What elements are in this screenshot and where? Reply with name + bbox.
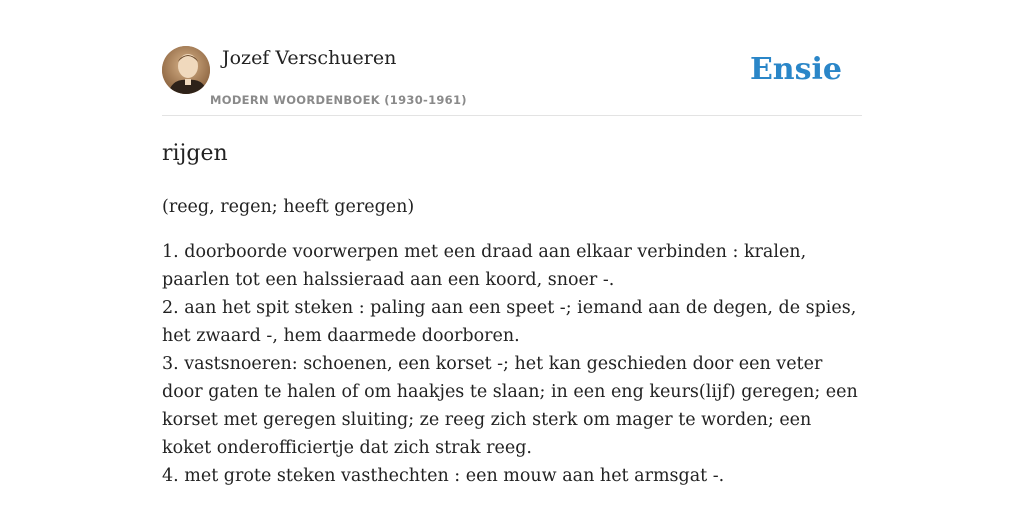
entry-definition — [162, 238, 862, 490]
header-divider — [162, 115, 862, 116]
author-avatar[interactable] — [162, 46, 210, 94]
brand-logo[interactable]: Ensie — [749, 52, 842, 87]
definition-sense-2: 2. aan het spit steken : paling aan een speet -; iemand aan de degen, de spies, het zwaard -, hem daarmede doorboren. — [162, 298, 857, 346]
entry-forms: (reeg, regen; heeft geregen) — [162, 197, 415, 217]
definition-sense-3: 3. vastsnoeren: schoenen, een korset -; het kan geschieden door een veter door gaten te halen of om haakjes te slaan; in een eng keurs(lijf) geregen; een korset met geregen sluiting; ze reeg zich sterk om mager te worden; een koket onderofficiertje dat zich strak reeg. — [162, 354, 858, 458]
definition-sense-1: 1. doorboorde voorwerpen met een draad aan elkaar verbinden : kralen, paarlen tot een halssieraad aan een koord, snoer -. — [162, 242, 807, 290]
entry-headword: rijgen — [162, 141, 228, 166]
author-name[interactable]: Jozef Verschueren — [222, 47, 397, 69]
definition-sense-4: 4. met grote steken vasthechten : een mouw aan het armsgat -. — [162, 466, 725, 486]
entry-card — [162, 0, 862, 512]
source-label: MODERN WOORDENBOEK (1930-1961) — [210, 93, 467, 107]
portrait-icon — [162, 46, 210, 94]
